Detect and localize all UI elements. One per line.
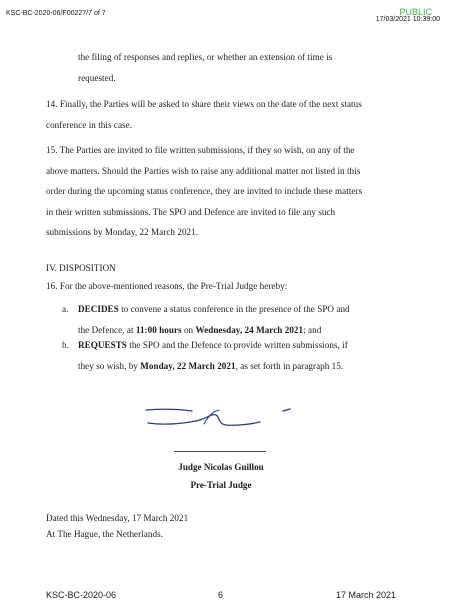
- paragraph-14-line-1: 14. Finally, the Parties will be asked to share their views on the date of the next status: [46, 99, 362, 109]
- dated-block: [46, 510, 346, 542]
- paragraph-14-line-2: conference in this case.: [46, 119, 133, 130]
- handwritten-signature: [140, 398, 300, 438]
- paragraph-15-line-3: order during the upcoming status conference, they are invited to include these matters: [46, 186, 363, 196]
- paragraph-15: [46, 140, 396, 243]
- item-a-marker: a.: [62, 304, 69, 314]
- item-a-verb: DECIDES: [78, 304, 119, 314]
- item-b: [78, 335, 396, 376]
- paragraph-14: [46, 94, 396, 135]
- carry-over-line-1: the filing of responses and replies, or whether an extension of time is: [78, 52, 333, 62]
- signature-line: [174, 451, 266, 452]
- paragraph-15-line-2: above matters. Should the Parties wish to raise any additional matter not listed in this: [46, 165, 361, 176]
- footer-date: 17 March 2021: [336, 590, 397, 600]
- item-b-text-1: the SPO and the Defence to provide written submissions, if: [126, 340, 348, 350]
- signer-title: Pre-Trial Judge: [190, 480, 252, 490]
- classification-label: PUBLIC: [399, 7, 432, 17]
- item-a-time: 11:00 hours: [135, 324, 182, 335]
- item-b-marker: b.: [62, 340, 69, 350]
- footer-case-number: KSC-BC-2020-06: [46, 590, 117, 600]
- signer-name: Judge Nicolas Guillou: [178, 462, 264, 472]
- item-a-text-1: to convene a status conference in the presence of the SPO and: [118, 304, 350, 314]
- item-a-text-2b: on: [181, 324, 196, 335]
- footer-page-number: 6: [218, 590, 224, 600]
- paragraph-16: 16. For the above-mentioned reasons, the Pre-Trial Judge hereby:: [46, 281, 288, 291]
- item-a-text-2a: the Defence, at: [78, 324, 136, 335]
- item-b-verb: REQUESTS: [78, 340, 127, 350]
- item-b-date: Monday, 22 March 2021: [140, 360, 236, 371]
- filing-datetime: 17/03/2021 10:39:00: [375, 16, 440, 23]
- document-id: KSC-BC-2020-06/F00227/7 of 7: [6, 10, 106, 17]
- carry-over-line-2: requested.: [78, 72, 116, 83]
- item-a: [78, 299, 396, 340]
- section-heading-disposition: IV. DISPOSITION: [46, 263, 116, 273]
- item-a-text-2c: ; and: [303, 324, 322, 335]
- item-b-text-2a: they so wish, by: [78, 360, 141, 371]
- paragraph-15-line-5: submissions by Monday, 22 March 2021.: [46, 227, 199, 237]
- paragraph-15-line-4: in their written submissions. The SPO and Defence are invited to file any such: [46, 206, 336, 217]
- item-a-date: Wednesday, 24 March 2021: [195, 324, 304, 335]
- paragraph-15-line-1: 15. The Parties are invited to file written submissions, if they so wish, on any of the: [46, 145, 355, 155]
- item-b-text-2b: , as set forth in paragraph 15.: [235, 360, 344, 371]
- dated-line: Dated this Wednesday, 17 March 2021: [46, 513, 189, 523]
- place-line: At The Hague, the Netherlands.: [46, 529, 163, 539]
- carry-over-paragraph: [78, 47, 396, 88]
